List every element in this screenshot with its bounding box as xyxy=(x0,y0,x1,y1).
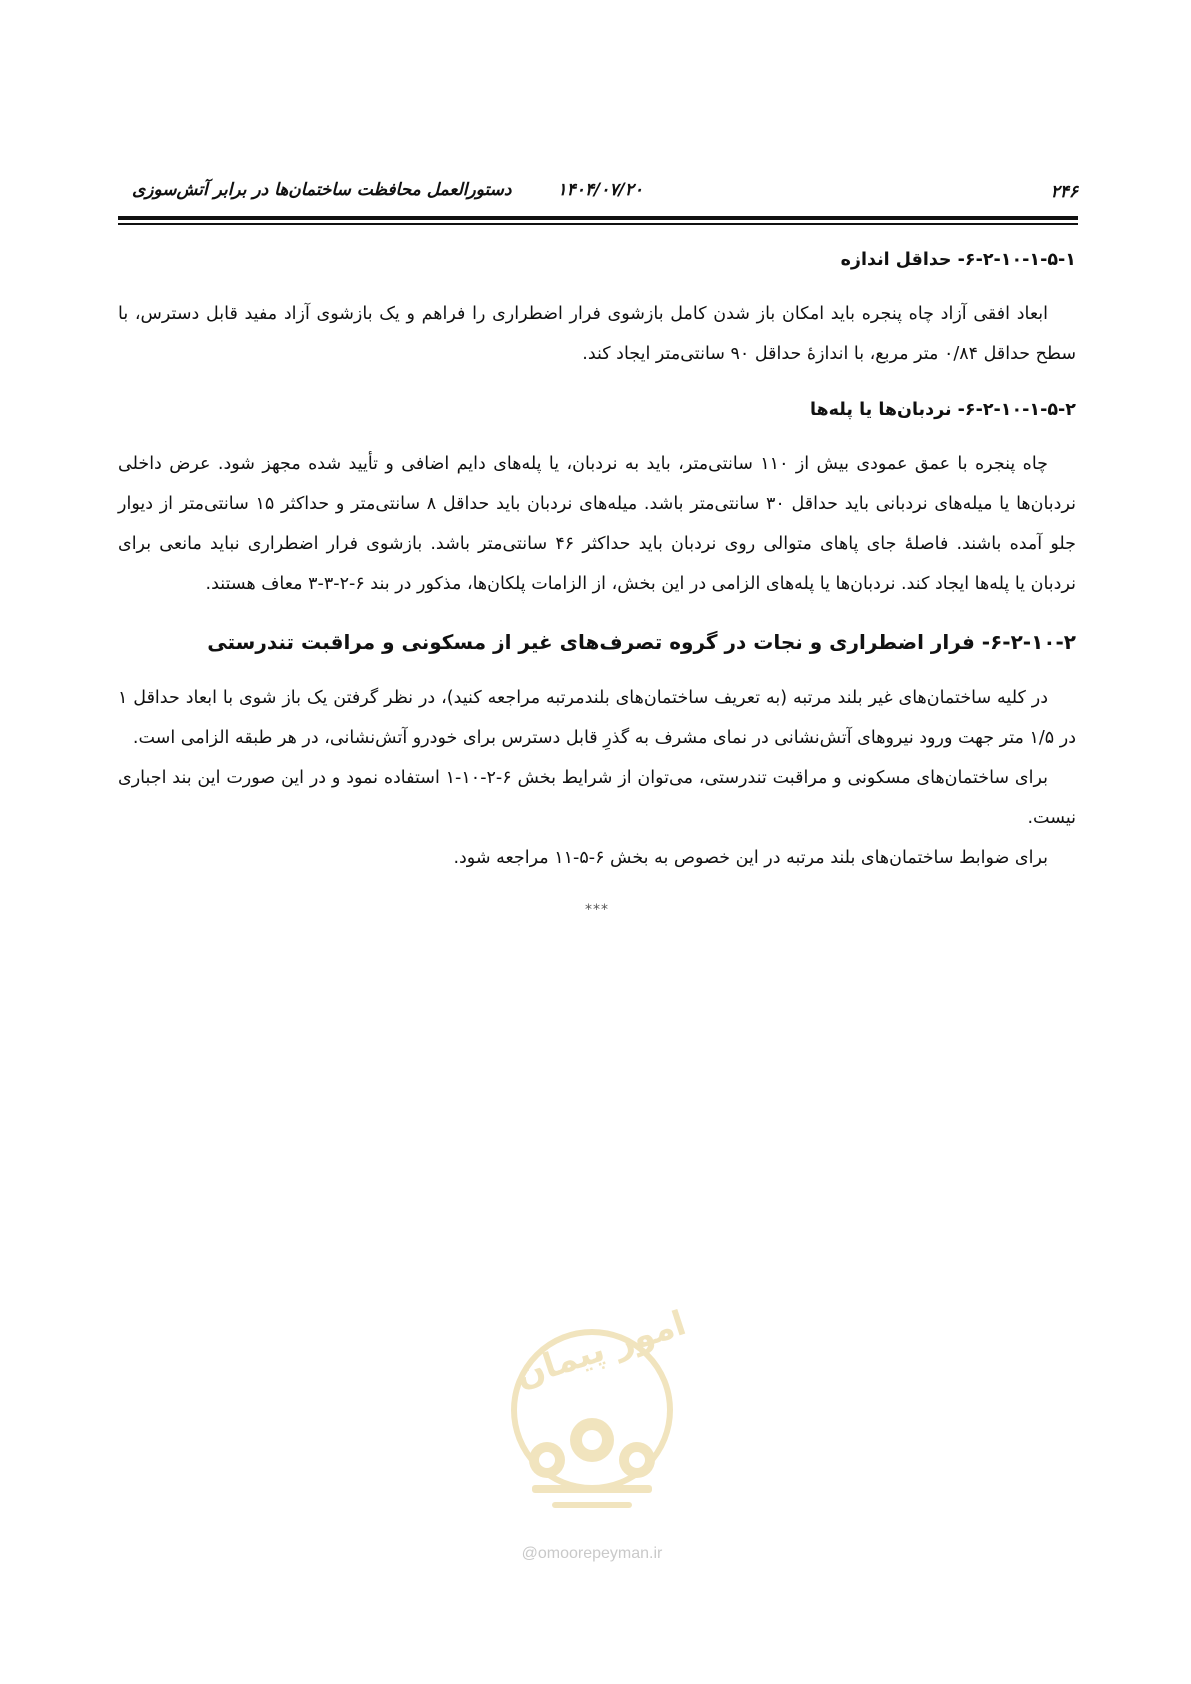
section-heading-emergency-escape: ۶-۲-۱۰-۲- فرار اضطراری و نجات در گروه تصرف‌های غیر از مسکونی و مراقبت تندرستی xyxy=(207,630,1076,654)
spacer xyxy=(118,664,1076,678)
spacer xyxy=(118,430,1076,444)
page-number: ۲۴۶ xyxy=(1050,182,1078,202)
end-mark: *** xyxy=(585,902,609,918)
watermark-emblem-icon xyxy=(492,1290,692,1530)
watermark-url: @omoorepeyman.ir xyxy=(521,1545,663,1562)
page-header xyxy=(118,178,1078,208)
section-heading-ladders: ۶-۲-۱۰-۱-۵-۲- نردبان‌ها یا پله‌ها xyxy=(809,400,1076,420)
header-date: ۱۴۰۴/۰۷/۲۰ xyxy=(557,180,643,200)
paragraph-residential: برای ساختمان‌های مسکونی و مراقبت تندرستی، می‌توان از شرایط بخش ۶-۲-۱۰-۱ استفاده نمود و در این صورت این بند اجباری نیست. xyxy=(118,768,1076,828)
page-body xyxy=(118,240,1076,930)
paragraph-non-highrise: در کلیه ساختمان‌های غیر بلند مرتبه (به تعریف ساختمان‌های بلندمرتبه مراجعه کنید)، در نظر گرفتن یک باز شوی با ابعاد حداقل ۱ در ۱/۵ متر جهت ورود نیروهای آتش‌نشانی در نمای مشرف به گذرِ قابل دسترس برای خودرو آتش‌نشانی، در هر طبقه الزامی است. xyxy=(118,688,1076,748)
svg-text:امور پیمان: امور پیمان xyxy=(510,1303,691,1396)
paragraph-highrise: برای ضوابط ساختمان‌های بلند مرتبه در این خصوص به بخش ۶-۵-۱۱ مراجعه شود. xyxy=(453,848,1048,868)
header-title: دستورالعمل محافظت ساختمان‌ها در برابر آتش‌سوزی xyxy=(132,180,512,200)
spacer xyxy=(118,604,1076,620)
section-heading-minimum-size: ۶-۲-۱۰-۱-۵-۱- حداقل اندازه xyxy=(840,250,1076,270)
paragraph-ladders: چاه پنجره با عمق عمودی بیش از ۱۱۰ سانتی‌متر، باید به نردبان، یا پله‌های دایم اضافی و تأیید شده مجهز شود. عرض داخلی نردبان‌ها یا میله‌های نردبانی باید حداقل ۳۰ سانتی‌متر باشد. میله‌های نردبان باید حداقل ۸ سانتی‌متر و حداکثر ۱۵ سانتی‌متر از دیوار جلو آمده باشند. فاصلهٔ جای پاهای متوالی روی نردبان باید حداکثر ۴۶ سانتی‌متر باشد. بازشوی فرار اضطراری نباید مانعی برای نردبان یا پله‌ها ایجاد کند. نردبان‌ها یا پله‌های الزامی در این بخش، از الزامات پلکان‌ها، مذکور در بند ۶-۲-۳-۳ معاف هستند. xyxy=(118,454,1076,594)
header-rule-thin xyxy=(118,223,1078,225)
watermark-logo xyxy=(492,1290,692,1530)
header-rule-thick xyxy=(118,216,1078,220)
spacer xyxy=(118,280,1076,294)
paragraph-minimum-size: ابعاد افقی آزاد چاه پنجره باید امکان باز شدن کامل بازشوی فرار اضطراری را فراهم و یک بازشوی آزاد مفید قابل دسترس، با سطح حداقل ۰/۸۴ متر مربع، با اندازهٔ حداقل ۹۰ سانتی‌متر ایجاد کند. xyxy=(118,304,1076,364)
spacer xyxy=(118,374,1076,390)
